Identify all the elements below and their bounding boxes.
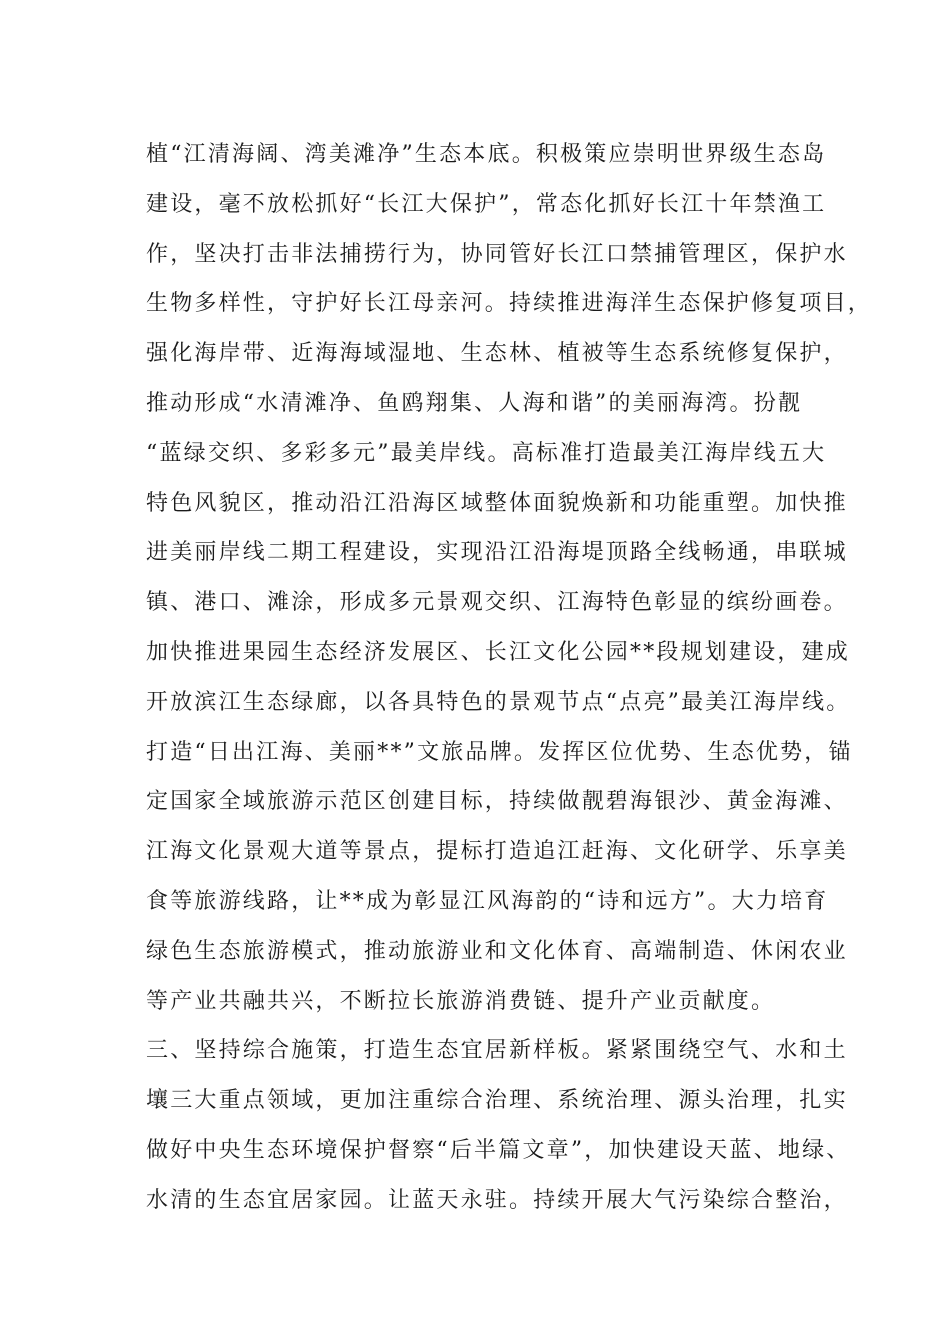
text-line-8: 特色风貌区，推动沿江沿海区域整体面貌焕新和功能重塑。加快推 bbox=[146, 490, 848, 516]
section-heading-line: 三、坚持综合施策，打造生态宜居新样板。紧紧围绕空气、水和土 bbox=[146, 1038, 848, 1064]
text-line-5: 强化海岸带、近海海域湿地、生态林、植被等生态系统修复保护， bbox=[146, 341, 848, 367]
text-line-3: 作，坚决打击非法捕捞行为，协同管好长江口禁捕管理区，保护水 bbox=[146, 241, 848, 267]
text-line-9: 进美丽岸线二期工程建设，实现沿江沿海堤顶路全线畅通，串联城 bbox=[146, 540, 848, 566]
text-line-15: 江海文化景观大道等景点，提标打造追江赶海、文化研学、乐享美 bbox=[146, 839, 848, 865]
text-line-20: 壤三大重点领域，更加注重综合治理、系统治理、源头治理，扎实 bbox=[146, 1088, 848, 1114]
text-line-16: 食等旅游线路，让**成为彰显江风海韵的“诗和远方”。大力培育 bbox=[146, 888, 829, 914]
text-line-6: 推动形成“水清滩净、鱼鸥翔集、人海和谐”的美丽海湾。扮靓 bbox=[146, 390, 803, 416]
text-line-2: 建设，毫不放松抓好“长江大保护”，常态化抓好长江十年禁渔工 bbox=[146, 191, 827, 217]
text-line-21: 做好中央生态环境保护督察“后半篇文章”，加快建设天蓝、地绿、 bbox=[146, 1137, 851, 1163]
text-line-22: 水清的生态宜居家园。让蓝天永驻。持续开展大气污染综合整治， bbox=[146, 1187, 848, 1213]
text-line-17: 绿色生态旅游模式，推动旅游业和文化体育、高端制造、休闲农业 bbox=[146, 938, 848, 964]
text-line-13: 打造“日出江海、美丽**”文旅品牌。发挥区位优势、生态优势，锚 bbox=[146, 739, 853, 765]
text-line-12: 开放滨江生态绿廊，以各具特色的景观节点“点亮”最美江海岸线。 bbox=[146, 689, 851, 715]
text-line-7: “蓝绿交织、多彩多元”最美岸线。高标准打造最美江海岸线五大 bbox=[146, 440, 827, 466]
text-line-1: 植“江清海阔、湾美滩净”生态本底。积极策应崇明世界级生态岛 bbox=[146, 142, 827, 167]
text-line-18: 等产业共融共兴，不断拉长旅游消费链、提升产业贡献度。 bbox=[146, 988, 776, 1014]
text-line-14: 定国家全域旅游示范区创建目标，持续做靓碧海银沙、黄金海滩、 bbox=[146, 789, 848, 815]
body-text bbox=[146, 130, 873, 1226]
text-line-4: 生物多样性，守护好长江母亲河。持续推进海洋生态保护修复项目， bbox=[146, 291, 873, 317]
text-line-10: 镇、港口、滩涂，形成多元景观交织、江海特色彰显的缤纷画卷。 bbox=[146, 590, 848, 616]
text-line-11: 加快推进果园生态经济发展区、长江文化公园**段规划建设，建成 bbox=[146, 639, 851, 665]
